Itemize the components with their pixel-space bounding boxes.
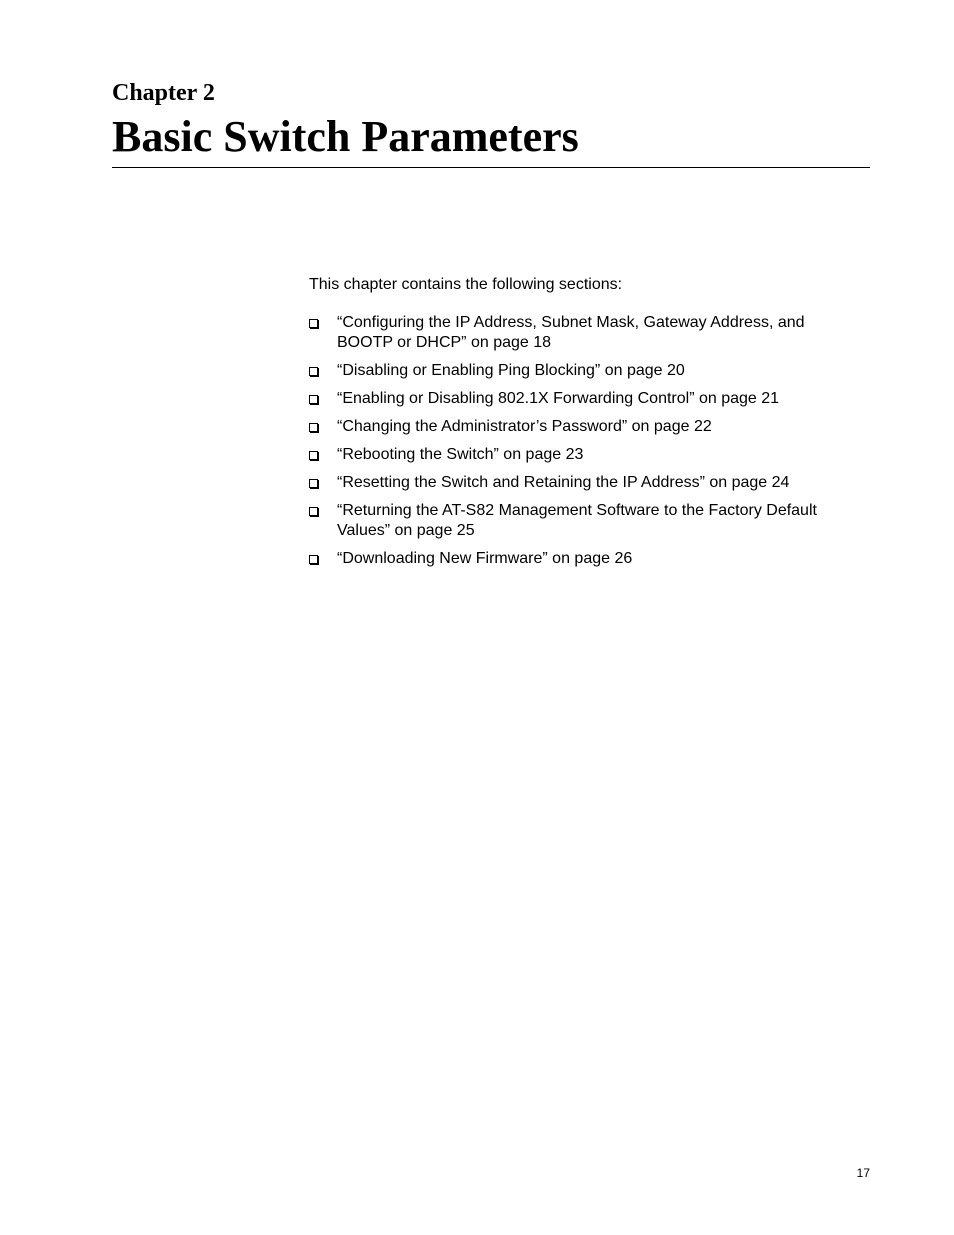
section-link[interactable]: “Rebooting the Switch” on page 23: [337, 446, 584, 463]
section-link[interactable]: “Returning the AT-S82 Management Software to the Factory Default Values” on page 25: [337, 502, 817, 539]
hollow-square-bullet-icon: [309, 451, 318, 460]
list-item[interactable]: [309, 445, 861, 465]
list-item[interactable]: [309, 501, 861, 541]
hollow-square-bullet-icon: [309, 367, 318, 376]
list-item[interactable]: [309, 417, 861, 437]
section-link[interactable]: “Resetting the Switch and Retaining the IP Address” on page 24: [337, 474, 790, 491]
section-link[interactable]: “Downloading New Firmware” on page 26: [337, 550, 633, 567]
hollow-square-bullet-icon: [309, 423, 318, 432]
hollow-square-bullet-icon: [309, 479, 318, 488]
section-link[interactable]: “Configuring the IP Address, Subnet Mask, Gateway Address, and BOOTP or DHCP” on page 18: [337, 314, 805, 351]
title-rule: [112, 167, 870, 168]
hollow-square-bullet-icon: [309, 555, 318, 564]
chapter-title: Basic Switch Parameters: [112, 112, 579, 161]
list-item[interactable]: [309, 361, 861, 381]
hollow-square-bullet-icon: [309, 395, 318, 404]
section-list: [309, 313, 861, 577]
chapter-label: Chapter 2: [112, 80, 215, 106]
list-item[interactable]: [309, 313, 861, 353]
page-number: 17: [856, 1166, 870, 1180]
hollow-square-bullet-icon: [309, 507, 318, 516]
hollow-square-bullet-icon: [309, 319, 318, 328]
list-item[interactable]: [309, 389, 861, 409]
intro-text: This chapter contains the following sections:: [309, 276, 623, 293]
section-link[interactable]: “Changing the Administrator’s Password” on page 22: [337, 418, 712, 435]
section-link[interactable]: “Disabling or Enabling Ping Blocking” on page 20: [337, 362, 685, 379]
list-item[interactable]: [309, 549, 861, 569]
list-item[interactable]: [309, 473, 861, 493]
section-link[interactable]: “Enabling or Disabling 802.1X Forwarding Control” on page 21: [337, 390, 780, 407]
